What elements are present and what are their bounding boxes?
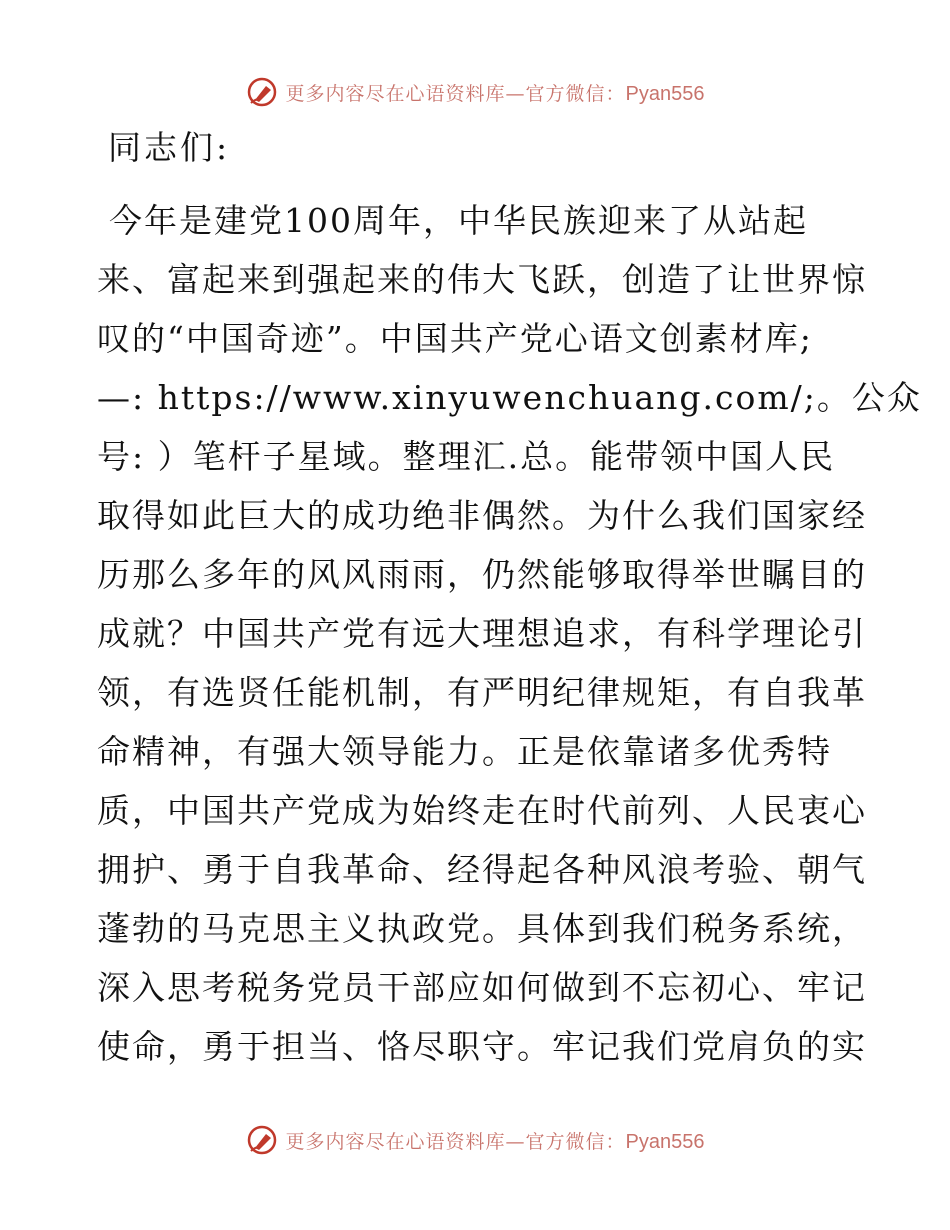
- body-line: 历那么多年的风风雨雨，仍然能够取得举世瞩目的: [97, 555, 867, 594]
- body-line: 蓬勃的马克思主义执政党。具体到我们税务系统，: [97, 909, 867, 948]
- body-line: 来、富起来到强起来的伟大飞跃，创造了让世界惊: [97, 260, 867, 299]
- header-banner-text: [286, 79, 705, 106]
- footer-wechat-id: Pyan556: [625, 1130, 705, 1153]
- body-line: 取得如此巨大的成功绝非偶然。为什么我们国家经: [97, 496, 867, 535]
- body-line: 质，中国共产党成为始终走在时代前列、人民衷心: [97, 791, 867, 830]
- footer-watermark-banner: [0, 1120, 950, 1160]
- body-line: 领，有选贤任能机制，有严明纪律规矩，有自我革: [97, 673, 867, 712]
- body-line: 使命，勇于担当、恪尽职守。牢记我们党肩负的实: [97, 1027, 867, 1066]
- body-line: 号: ）笔杆子星域。整理汇.总。能带领中国人民: [97, 437, 836, 476]
- body-line: 叹的“中国奇迹”。中国共产党心语文创素材库;: [97, 319, 813, 358]
- pen-nib-circle-icon: [246, 1124, 278, 1156]
- header-wechat-id: Pyan556: [625, 82, 705, 105]
- header-banner-label: 更多内容尽在心语资料库—官方微信：: [285, 82, 626, 105]
- document-body: [97, 196, 922, 1081]
- pen-nib-circle-icon: [246, 76, 278, 108]
- salutation: 同志们:: [108, 128, 231, 167]
- body-line: 今年是建党100周年，中华民族迎来了从站起: [109, 201, 808, 240]
- body-line: 命精神，有强大领导能力。正是依靠诸多优秀特: [97, 732, 832, 771]
- body-line: 成就？中国共产党有远大理想追求，有科学理论引: [97, 614, 867, 653]
- body-line: 拥护、勇于自我革命、经得起各种风浪考验、朝气: [97, 850, 867, 889]
- body-line: —: https://www.xinyuwenchuang.com/;。公众: [97, 378, 922, 417]
- header-watermark-banner: [0, 72, 950, 112]
- body-line: 深入思考税务党员干部应如何做到不忘初心、牢记: [97, 968, 867, 1007]
- footer-banner-text: [286, 1127, 705, 1154]
- footer-banner-label: 更多内容尽在心语资料库—官方微信：: [285, 1130, 626, 1153]
